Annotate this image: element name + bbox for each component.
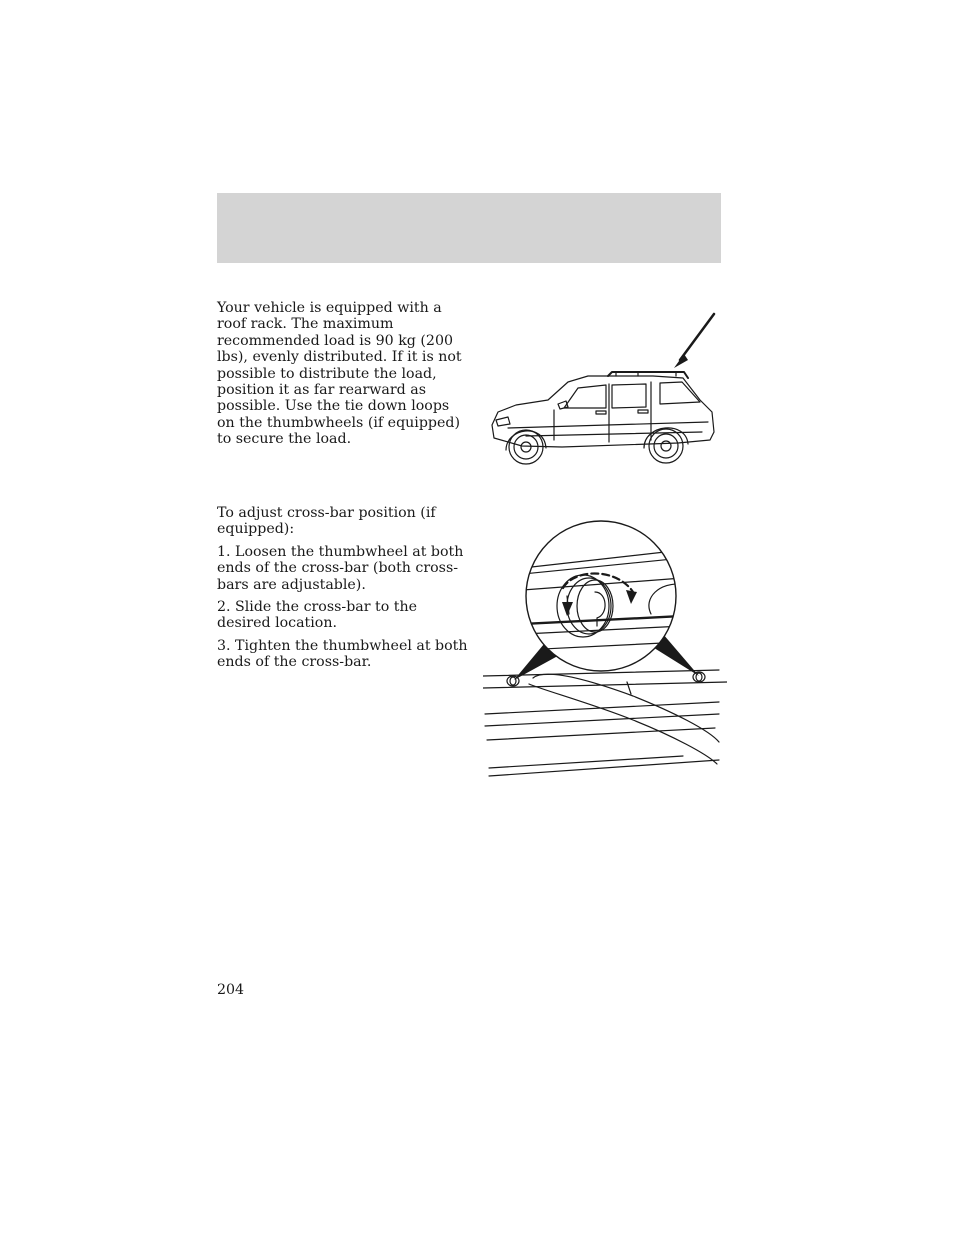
step-2: 2. Slide the cross-bar to the desired location.	[217, 599, 418, 632]
page-number: 204	[217, 982, 245, 998]
section-header-band	[217, 193, 721, 263]
step-3: 3. Tighten the thumbwheel at both ends of the cross-bar.	[217, 637, 468, 671]
thumbwheel-figure	[483, 518, 727, 780]
suv-illustration-icon	[488, 310, 720, 470]
intro-paragraph: Your vehicle is equipped with a roof rack. The maximum recommended load is 90 kg (200 lbs), evenly distributed. If it is not possible to distribute the load, position it as far rearward as possible. Use the tie down loops on the thumbwheels (if equipped) to secure the load.	[217, 300, 462, 448]
cross-bar-instructions	[217, 505, 469, 677]
step-1: 1. Loosen the thumbwheel at both ends of the cross-bar (both cross-bars are adjustable).	[217, 543, 464, 593]
adjust-lead: To adjust cross-bar position (if equipped):	[217, 505, 436, 538]
suv-roof-rack-figure	[488, 310, 720, 470]
thumbwheel-illustration-icon	[483, 518, 727, 780]
roof-rack-intro	[217, 300, 469, 454]
